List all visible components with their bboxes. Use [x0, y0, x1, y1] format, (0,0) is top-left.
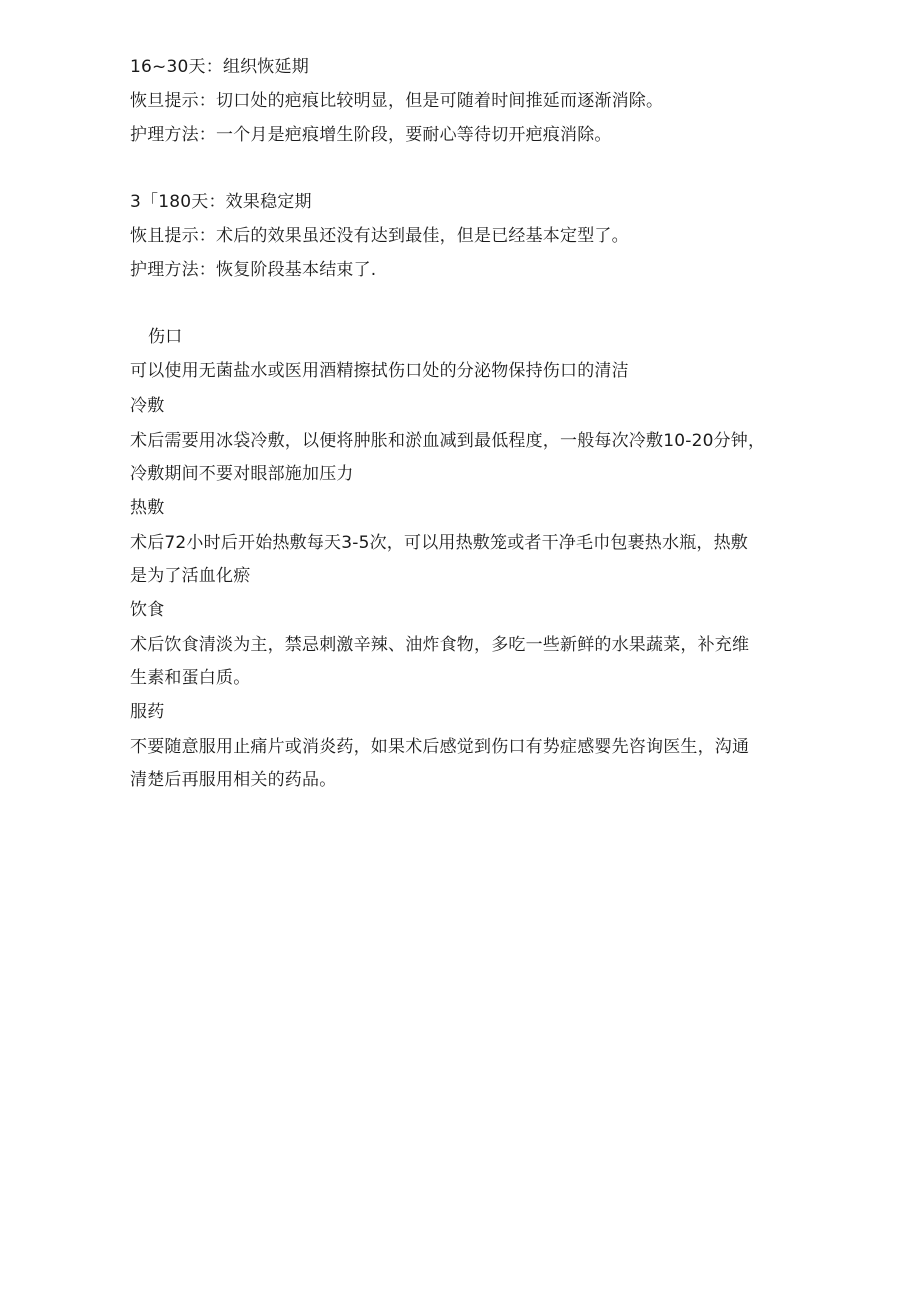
medication-heading: 服药 — [130, 702, 165, 722]
hot-compress-body-line1: 术后72小时后开始热敷每天3-5次，可以用热敷笼或者干净毛巾包裹热水瓶，热敷 — [130, 533, 748, 553]
section-16-30-care: 护理方法：一个月是疤痕增生阶段，要耐心等待切开疤痕消除。 — [130, 125, 612, 145]
section-16-30-heading: 16~30天：组织恢延期 — [130, 57, 309, 77]
diet-body-line1: 术后饮食清淡为主，禁忌刺激辛辣、油炸食物，多吃一些新鲜的水果蔬菜，补充维 — [130, 635, 750, 655]
section-3-180-heading: 3「180天：效果稳定期 — [130, 192, 312, 212]
section-3-180-care: 护理方法：恢复阶段基本结束了. — [130, 260, 377, 280]
hot-compress-heading: 热敷 — [130, 498, 165, 518]
hot-compress-body-line2: 是为了活血化瘀 — [130, 566, 251, 586]
cold-compress-heading: 冷敷 — [130, 396, 165, 416]
section-3-180-tip: 恢且提示：术后的效果虽还没有达到最佳，但是已经基本定型了。 — [130, 226, 629, 246]
wound-body: 可以使用无菌盐水或医用酒精擦拭伤口处的分泌物保持伤口的清洁 — [130, 361, 629, 381]
medication-body-line2: 清楚后再服用相关的药品。 — [130, 770, 337, 790]
diet-heading: 饮食 — [130, 600, 165, 620]
medication-body-line1: 不要随意服用止痛片或消炎药，如果术后感觉到伤口有势症感婴先咨询医生，沟通 — [130, 737, 750, 757]
cold-compress-body-line1: 术后需要用冰袋冷敷，以便将肿胀和淤血减到最低程度，一般每次冷敷10-20分钟， — [130, 431, 766, 451]
cold-compress-body-line2: 冷敷期间不要对眼部施加压力 — [130, 464, 354, 484]
section-16-30-tip: 恢旦提示：切口处的疤痕比较明显，但是可随着时间推延而逐渐消除。 — [130, 91, 664, 111]
diet-body-line2: 生素和蛋白质。 — [130, 668, 251, 688]
wound-heading: 伤口 — [148, 327, 183, 347]
